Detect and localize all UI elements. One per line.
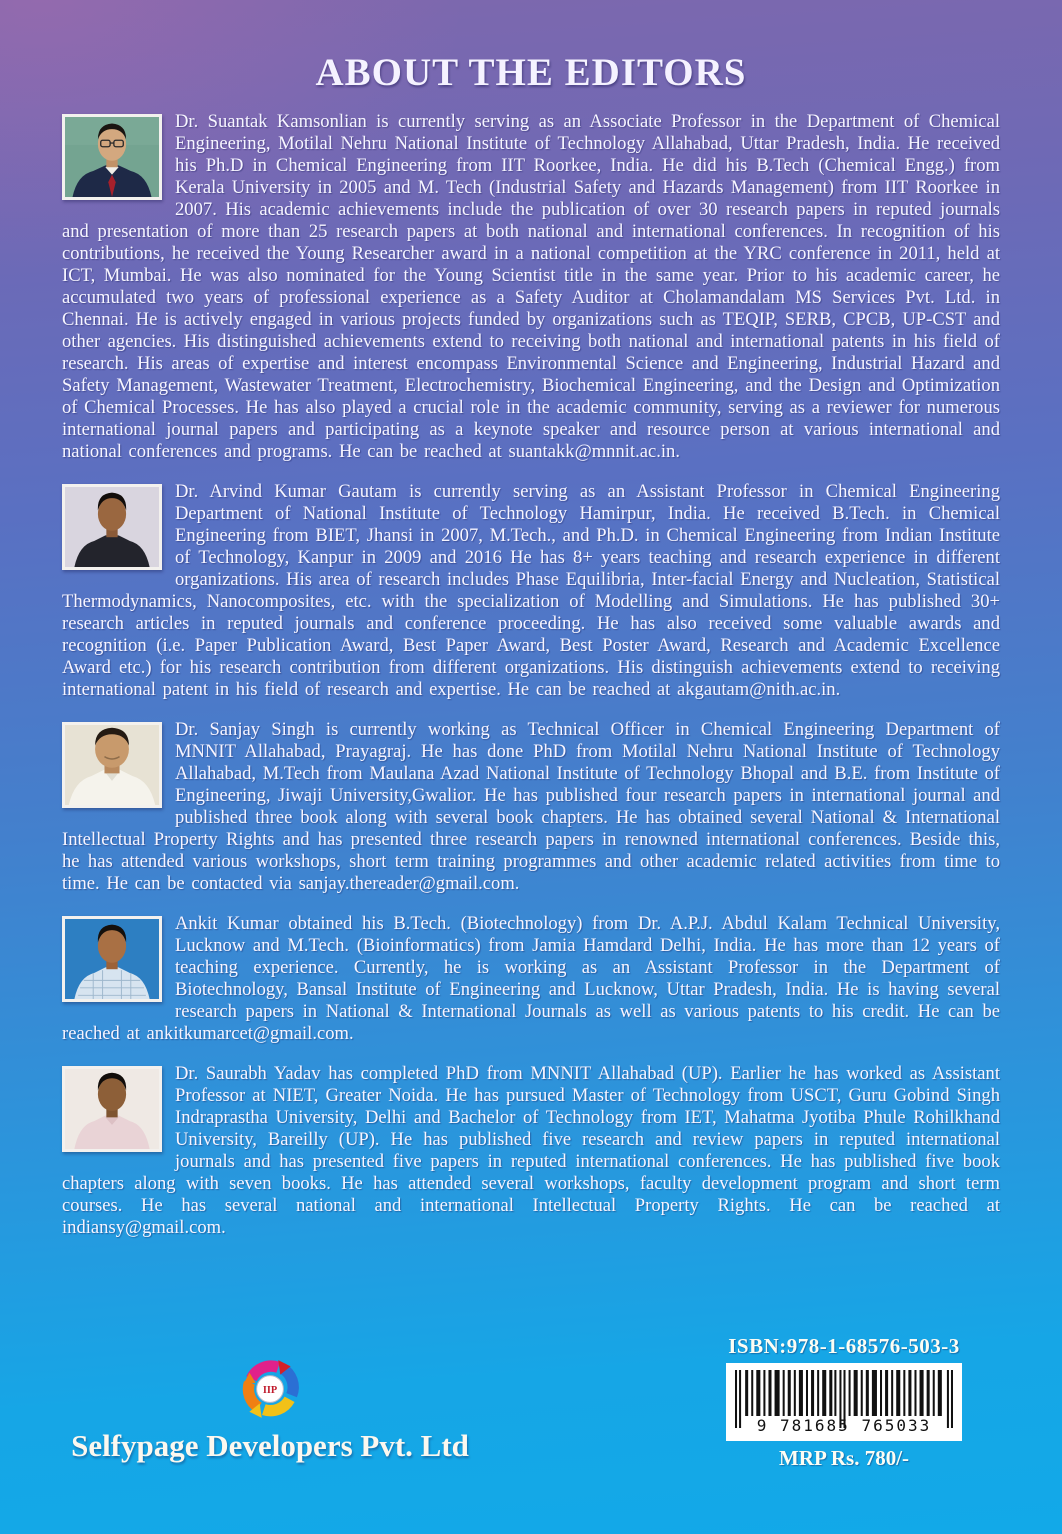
- editor-bios: [0, 95, 1062, 1239]
- mrp-price: MRP Rs. 780/-: [778, 1446, 910, 1470]
- editor-bio-ankit-kumar: [62, 913, 1000, 1045]
- bio-text: Dr. Sanjay Singh is currently working as Technical Officer in Chemical Engineering Department of MNNIT Allahabad, Prayagraj. He has done PhD from Motilal Nehru National Institute of Technology Allahabad, M.Tech from Maulana Azad National Institute of Technology Bhopal and B.E. from Institute of Engineering, Jiwaji University,Gwalior. He has published four research papers in international journal and published three book along with several book chapters. He has obtained several National & International Intellectual Property Rights and has presented three research papers in renowned international conferences. Beside this, he has attended various workshops, short term training programmes and other academic related activities from time to time. He can be contacted via sanjay.thereader@gmail.com.: [62, 719, 1000, 894]
- isbn-barcode: [726, 1363, 962, 1441]
- editor-photo-suantak-portrait: [62, 114, 162, 200]
- isbn-number: ISBN:978-1-68576-503-3: [728, 1334, 960, 1358]
- editor-photo-sanjay-portrait: [62, 722, 162, 808]
- bio-text: Dr. Suantak Kamsonlian is currently serving as an Associate Professor in the Department of Chemical Engineering, Motilal Nehru National Institute of Technology Allahabad, Uttar Pradesh, India. He received his Ph.D in Chemical Engineering from IIT Roorkee, India. He did his B.Tech (Chemical Engg.) from Kerala University in 2005 and M. Tech (Industrial Safety and Hazards Management) from IIT Roorkee in 2007. His academic achievements include the publication of over 30 research papers in reputed journals and presentation of more than 25 research papers at both national and international conferences. In recognition of his contributions, he received the Young Researcher award in a national competition at the YRC conference in 2011, held at ICT, Mumbai. He was also nominated for the Young Scientist title in the same year. Prior to his academic career, he accumulated two years of professional experience as a Safety Auditor at Cholamandalam MS Services Pvt. Ltd. in Chennai. He is actively engaged in various projects funded by organizations such as TEQIP, SERB, CPCB, UP-CST and other agencies. His distinguished achievements extend to receiving both national and international patents in his field of research. His areas of expertise and interest encompass Environmental Science and Engineering, Industrial Hazard and Safety Management, Wastewater Treatment, Electrochemistry, Biochemical Engineering, and the Design and Optimization of Chemical Processes. He has also played a crucial role in the academic community, serving as a reviewer for numerous international journal papers and participating as a keynote speaker and resource person at various international and national conferences and programs. He can be reached at suantakk@mnnit.ac.in.: [62, 111, 1000, 462]
- editor-bio-saurabh-yadav: [62, 1063, 1000, 1239]
- editor-bio-sanjay-singh: [62, 719, 1000, 895]
- page-title: ABOUT THE EDITORS: [315, 51, 747, 94]
- barcode-digits: 9 781685 765033: [756, 1416, 932, 1435]
- editor-photo-ankit-portrait: [62, 916, 162, 1002]
- editor-bio-arvind-kumar-gautam: [62, 481, 1000, 701]
- bio-text: Ankit Kumar obtained his B.Tech. (Biotechnology) from Dr. A.P.J. Abdul Kalam Technical University, Lucknow and M.Tech. (Bioinformatics) from Jamia Hamdard Delhi, India. He has more than 12 years of teaching experience. Currently, he is working as an Assistant Professor in the Department of Biotechnology, Bansal Institute of Engineering and Lucknow, Uttar Pradesh, India. He is having several research papers in National & International Journals as well as various patents to his credit. He can be reached at ankitkumarcet@gmail.com.: [62, 913, 1000, 1044]
- publisher-name: Selfypage Developers Pvt. Ltd: [71, 1428, 469, 1463]
- isbn-block: [726, 1334, 962, 1471]
- footer: [0, 1328, 1062, 1534]
- editor-photo-arvind-portrait: [62, 484, 162, 570]
- bio-text: Dr. Saurabh Yadav has completed PhD from MNNIT Allahabad (UP). Earlier he has worked as Assistant Professor at NIET, Greater Noida. He has pursued Master of Technology from USCT, Guru Gobind Singh Indraprastha University, Delhi and Bachelor of Technology from IET, Mahatma Jyotiba Phule Rohilkhand University, Bareilly (UP). He has published five research and review papers in reputed international journals and has presented five papers in reputed international conferences. He has published five book chapters along with seven books. He has attended several workshops, faculty development program and short term courses. He has several national and international Intellectual Property Rights. He can be reached at indiansy@gmail.com.: [62, 1063, 1000, 1238]
- editor-photo-saurabh-portrait: [62, 1066, 162, 1152]
- iip-publisher-logo-icon: [237, 1356, 303, 1422]
- editor-bio-suantak-kamsonlian: [62, 111, 1000, 463]
- publisher-block: [70, 1356, 470, 1464]
- bio-text: Dr. Arvind Kumar Gautam is currently serving as an Assistant Professor in Chemical Engineering Department of National Institute of Technology Hamirpur, India. He received B.Tech. in Chemical Engineering from BIET, Jhansi in 2007, M.Tech., and Ph.D. in Chemical Engineering from Indian Institute of Technology, Kanpur in 2009 and 2016 He has 8+ years teaching and research experience in different organizations. His area of research includes Phase Equilibria, Inter-facial Energy and Nucleation, Statistical Thermodynamics, Nanocomposites, etc. with the specialization of Modelling and Simulations. He has published 30+ research articles in reputed journals and conference proceeding. He has also received some valuable awards and recognition (i.e. Paper Publication Award, Best Paper Award, Best Poster Award, Research and Academic Excellence Award etc.) for his research contribution from different organizations. His distinguish achievements extend to receiving international patent in his field of research and expertise. He can be reached at akgautam@nith.ac.in.: [62, 481, 1000, 700]
- logo-iip-text: IIP: [262, 1385, 278, 1397]
